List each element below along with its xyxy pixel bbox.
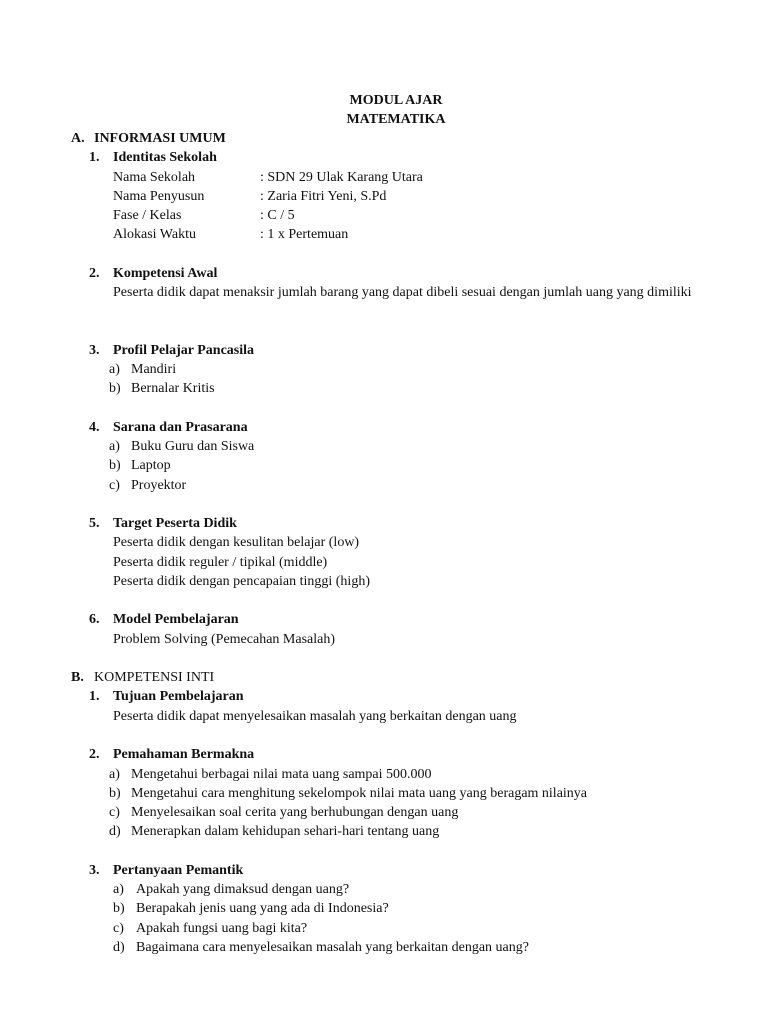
identitas-label: Alokasi Waktu (113, 227, 196, 242)
pertanyaan-number: 3. (89, 863, 100, 878)
list-marker: c) (109, 805, 120, 820)
list-item: Laptop (131, 458, 171, 473)
list-marker: a) (109, 767, 120, 782)
list-item: Bernalar Kritis (131, 381, 215, 396)
list-marker: c) (113, 921, 124, 936)
identitas-number: 1. (89, 150, 100, 165)
model-number: 6. (89, 612, 100, 627)
list-item: Buku Guru dan Siswa (131, 439, 255, 454)
target-line: Peserta didik reguler / tipikal (middle) (113, 555, 328, 570)
target-number: 5. (89, 516, 100, 531)
identitas-label: Nama Penyusun (113, 189, 205, 204)
tujuan-heading: Tujuan Pembelajaran (113, 689, 244, 704)
target-heading: Target Peserta Didik (113, 516, 237, 531)
section-b-heading: KOMPETENSI INTI (94, 670, 215, 685)
section-a-heading: INFORMASI UMUM (94, 131, 226, 146)
list-marker: c) (109, 478, 120, 493)
target-line: Peserta didik dengan pencapaian tinggi (high) (113, 574, 370, 589)
document-title-line2: MATEMATIKA (346, 112, 446, 127)
list-item: Proyektor (131, 478, 187, 493)
kompetensi-awal-number: 2. (89, 266, 100, 281)
kompetensi-awal-text: Peserta didik dapat menaksir jumlah barang yang dapat dibeli sesuai dengan jumlah uang yang dimiliki (113, 285, 692, 300)
list-item: Menerapkan dalam kehidupan sehari-hari tentang uang (131, 824, 440, 839)
kompetensi-awal-heading: Kompetensi Awal (113, 266, 218, 281)
list-marker: b) (109, 381, 121, 396)
identitas-value: : 1 x Pertemuan (260, 227, 349, 242)
list-item: Apakah yang dimaksud dengan uang? (136, 882, 350, 897)
target-line: Peserta didik dengan kesulitan belajar (low) (113, 535, 360, 550)
list-item: Apakah fungsi uang bagi kita? (136, 921, 308, 936)
section-b-letter: B. (71, 670, 84, 685)
sarana-number: 4. (89, 420, 100, 435)
list-marker: d) (113, 940, 125, 955)
model-heading: Model Pembelajaran (113, 612, 239, 627)
identitas-label: Nama Sekolah (113, 170, 196, 185)
section-a-letter: A. (71, 131, 85, 146)
model-text: Problem Solving (Pemecahan Masalah) (113, 632, 336, 647)
list-item: Mengetahui cara menghitung sekelompok nilai mata uang yang beragam nilainya (131, 786, 588, 801)
tujuan-text: Peserta didik dapat menyelesaikan masalah yang berkaitan dengan uang (113, 709, 517, 724)
list-marker: a) (113, 882, 124, 897)
list-item: Mengetahui berbagai nilai mata uang sampai 500.000 (131, 767, 432, 782)
document-title-line1: MODUL AJAR (349, 93, 443, 108)
list-marker: a) (109, 439, 120, 454)
sarana-heading: Sarana dan Prasarana (113, 420, 248, 435)
list-marker: b) (109, 786, 121, 801)
list-marker: d) (109, 824, 121, 839)
list-item: Menyelesaikan soal cerita yang berhubungan dengan uang (131, 805, 459, 820)
profil-number: 3. (89, 343, 100, 358)
identitas-label: Fase / Kelas (113, 208, 182, 223)
list-item: Mandiri (131, 362, 177, 377)
list-item: Berapakah jenis uang yang ada di Indonesia? (136, 901, 389, 916)
list-marker: b) (109, 458, 121, 473)
identitas-value: : SDN 29 Ulak Karang Utara (260, 170, 423, 185)
profil-heading: Profil Pelajar Pancasila (113, 343, 255, 358)
identitas-heading: Identitas Sekolah (113, 150, 217, 165)
identitas-value: : Zaria Fitri Yeni, S.Pd (260, 189, 387, 204)
pemahaman-number: 2. (89, 747, 100, 762)
pertanyaan-heading: Pertanyaan Pemantik (113, 863, 244, 878)
pemahaman-heading: Pemahaman Bermakna (113, 747, 255, 762)
list-item: Bagaimana cara menyelesaikan masalah yang berkaitan dengan uang? (136, 940, 529, 955)
tujuan-number: 1. (89, 689, 100, 704)
list-marker: a) (109, 362, 120, 377)
list-marker: b) (113, 901, 125, 916)
identitas-value: : C / 5 (260, 208, 295, 223)
